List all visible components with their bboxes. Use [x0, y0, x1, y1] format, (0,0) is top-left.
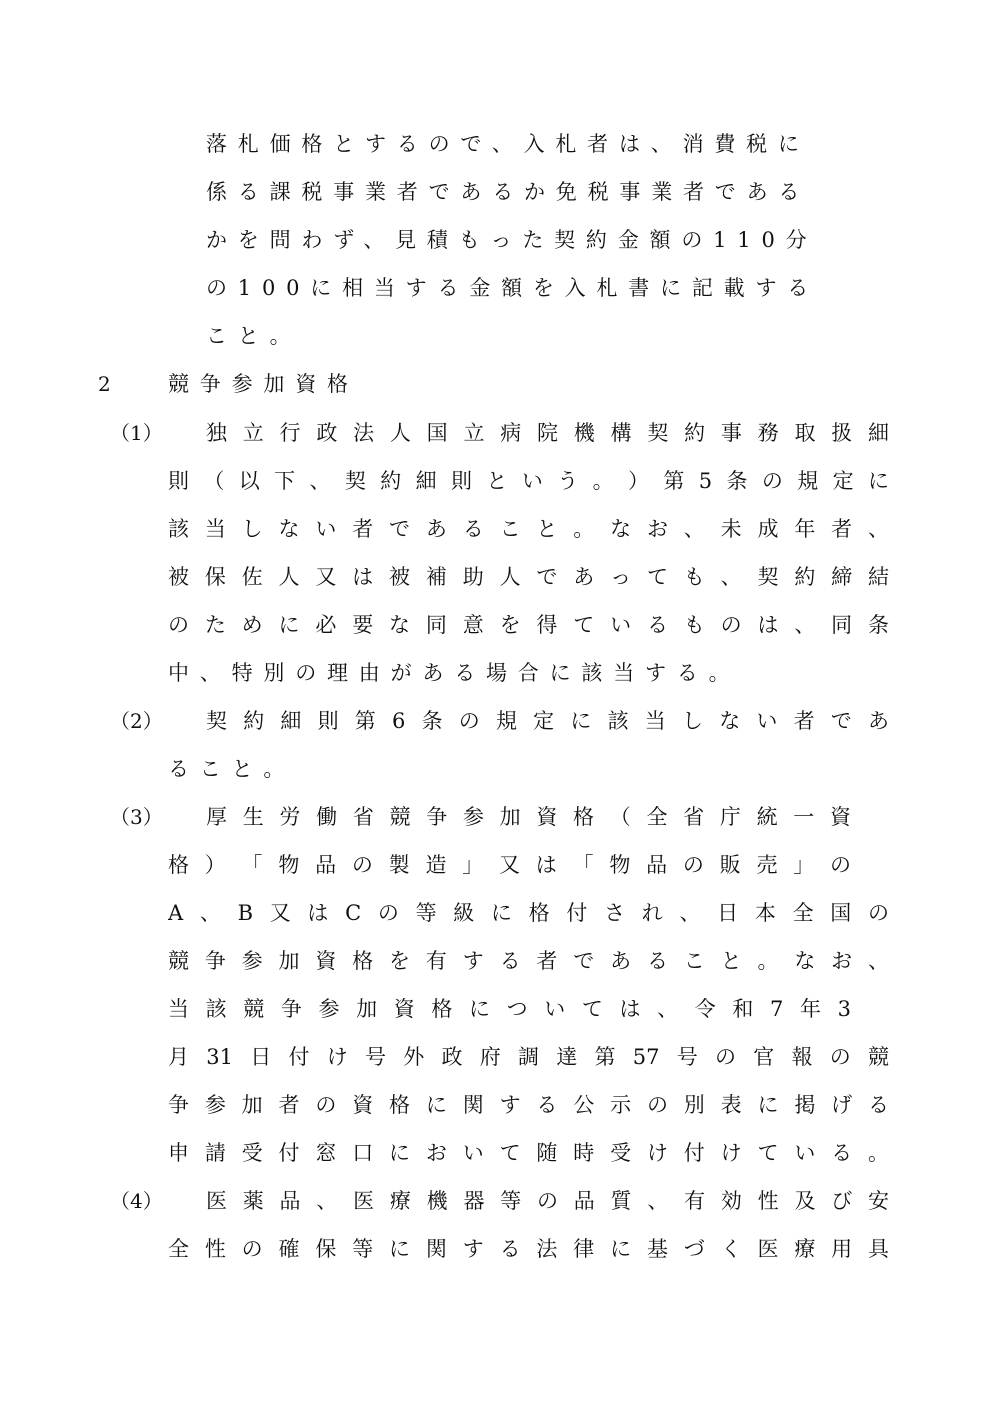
item-3-line-1: 厚​生​労​働​省​競​争​参​加​資​格​（​全​省​庁​統​一​資	[206, 805, 851, 829]
item-2-line-2: ること。	[168, 757, 296, 781]
item-4-line-1: 医​薬​品​、​医​療​機​器​等​の​品​質​、​有​効​性​及​び​安	[206, 1189, 889, 1213]
item-4-label: （4）	[110, 1189, 163, 1213]
item-3-label: （3）	[110, 805, 163, 829]
item-3-line-8: 申​請​受​付​窓​口​に​お​い​て​随​時​受​け​付​け​て​い​る​。	[168, 1141, 889, 1165]
item-1-line-6: 中、特別の理由がある場合に該当する。	[168, 661, 741, 685]
item-1-line-5: の​た​め​に​必​要​な​同​意​を​得​て​い​る​も​の​は​、​同​条	[168, 613, 889, 637]
item-1-line-4: 被​保​佐​人​又​は​被​補​助​人​で​あ​っ​て​も​、​契​約​締​結	[168, 565, 889, 589]
intro-line-3: かを問わず、見積もった契約金額の110分	[206, 228, 818, 252]
section-heading: 競争参加資格	[168, 372, 359, 396]
item-3-line-2: 格​）​「​物​品​の​製​造​」​又​は​「​物​品​の​販​売​」​の	[168, 853, 851, 877]
item-3-line-5: 当​該​競​争​参​加​資​格​に​つ​い​て​は​、​令​和​7​年​3	[168, 997, 851, 1021]
intro-line-1: 落札価格とするので、入札者は、消費税に	[206, 132, 810, 156]
intro-line-4: の100に相当する金額を入札書に記載する	[206, 276, 820, 300]
section-number: 2	[98, 372, 111, 396]
intro-line-5: こと。	[206, 324, 302, 348]
item-3-line-7: 争​参​加​者​の​資​格​に​関​す​る​公​示​の​別​表​に​掲​げ​る	[168, 1093, 889, 1117]
item-2-label: （2）	[110, 709, 163, 733]
item-1-line-2: 則​（​以​下​、​契​約​細​則​と​い​う​。​）​第​5​条​の​規​定​に	[168, 469, 889, 493]
item-3-line-3: A​、​B​又​は​C​の​等​級​に​格​付​さ​れ​、​日​本​全​国​の	[168, 901, 889, 925]
item-1-label: （1）	[110, 421, 163, 445]
item-1-line-1: 独​立​行​政​法​人​国​立​病​院​機​構​契​約​事​務​取​扱​細	[206, 421, 889, 445]
item-3-line-6: 月​3​1​日​付​け​号​外​政​府​調​達​第​5​7​号​の​官​報​の​競	[168, 1045, 889, 1069]
intro-line-2: 係る課税事業者であるか免税事業者である	[206, 180, 811, 204]
item-3-line-4: 競​争​参​加​資​格​を​有​す​る​者​で​あ​る​こ​と​。​な​お​、	[168, 949, 889, 973]
item-4-line-2: 全​性​の​確​保​等​に​関​す​る​法​律​に​基​づ​く​医​療​用​具	[168, 1237, 889, 1261]
item-1-line-3: 該​当​し​な​い​者​で​あ​る​こ​と​。​な​お​、​未​成​年​者​、	[168, 517, 889, 541]
item-2-line-1: 契​約​細​則​第​6​条​の​規​定​に​該​当​し​な​い​者​で​あ	[206, 709, 889, 733]
